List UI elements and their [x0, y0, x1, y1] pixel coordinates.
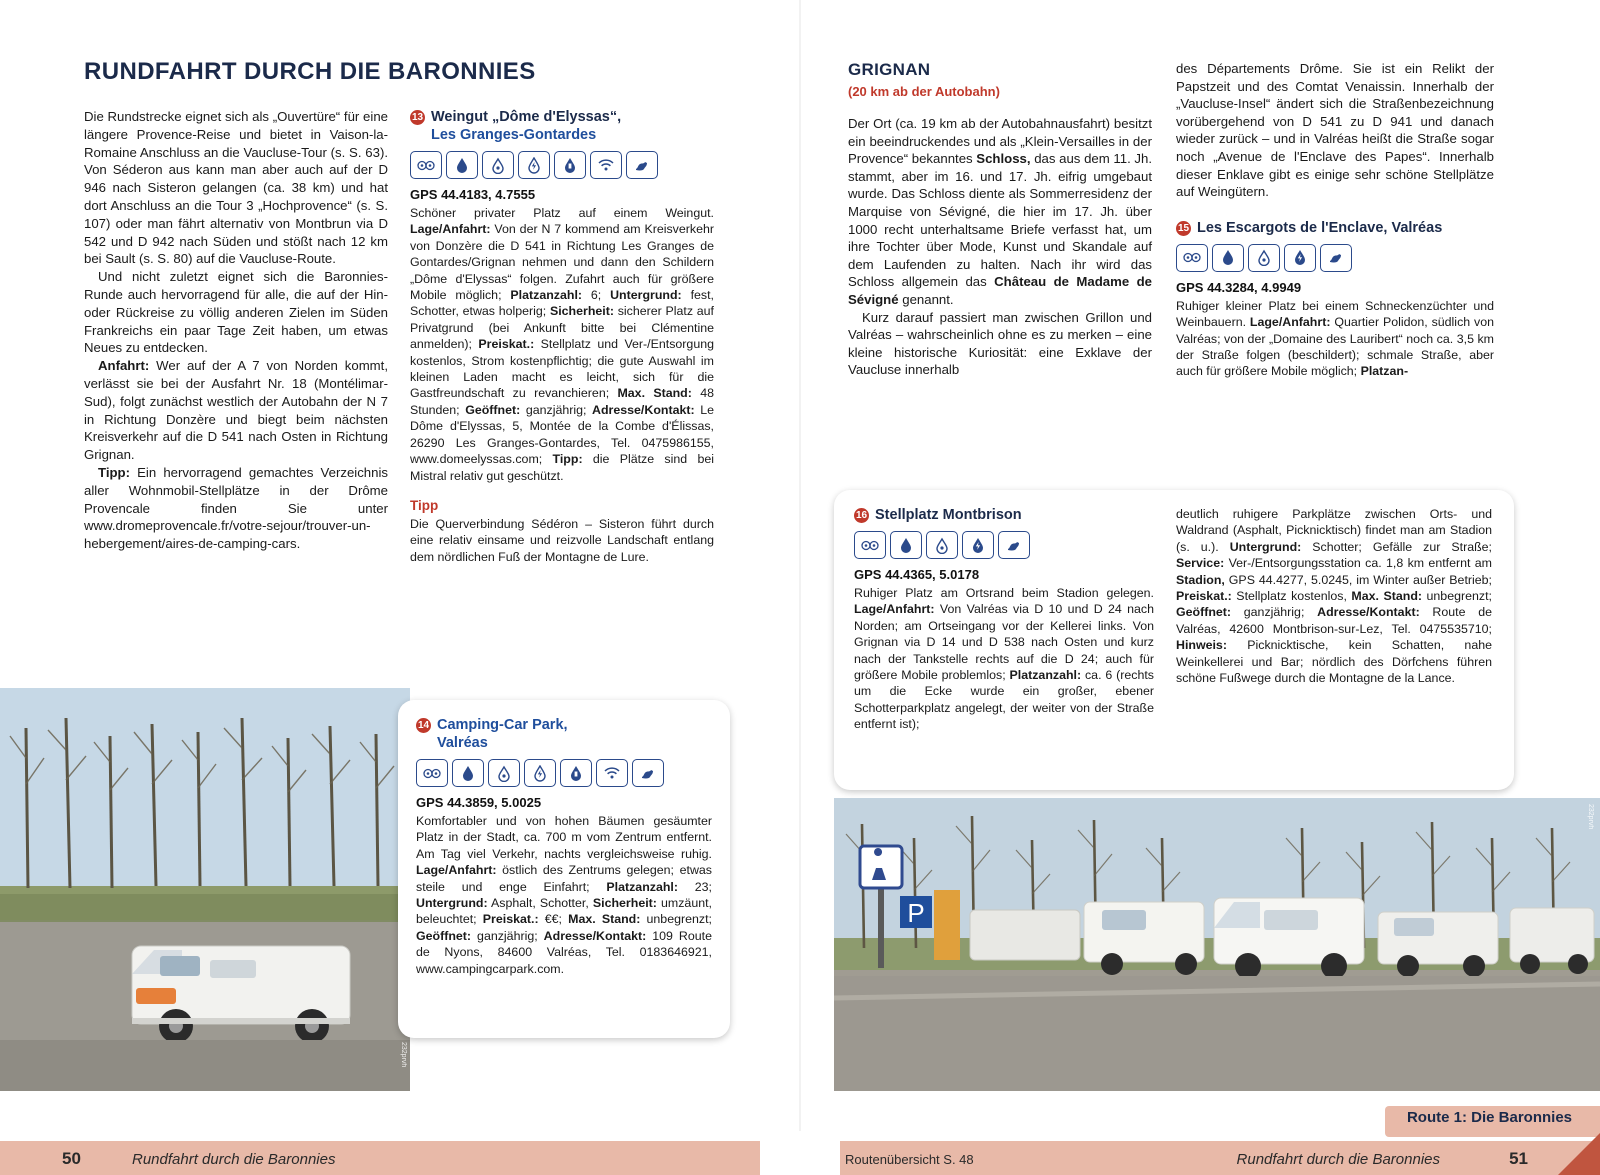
shower-icon [1248, 244, 1280, 272]
entry-13-gps: GPS 44.4183, 4.7555 [410, 187, 536, 202]
entry-16-description: Ruhiger Platz am Ortsrand beim Stadion gelegen. Lage/Anfahrt: Von Valréas via D 10 und D 24 nach Norden; am Ortseingang vor der Kellerei links. Von Grignan via D 14 und D 538 nach Osten und kurz nach der Tankstelle rechts auf die D 24; auch für größere Mobile problemlos; Platzanzahl: ca. 6 (rechts um die Ecke wurde ein großer, ebener Schotterparkplatz angelegt, der weiter von der Straße entfernt ist); [854, 586, 1154, 732]
entry-title: Stellplatz Montbrison [875, 507, 1022, 523]
water-drop-icon [446, 151, 478, 179]
toilet-icon [410, 151, 442, 179]
dog-icon [632, 759, 664, 787]
corner-marker [1558, 1133, 1600, 1175]
toilet-icon [854, 531, 886, 559]
wifi-icon [590, 151, 622, 179]
dump-icon [560, 759, 592, 787]
water-drop-icon [452, 759, 484, 787]
entry-title: Les Escargots de l'Enclave, Valréas [1197, 219, 1443, 236]
entry-14-description: Komfortabler und von hohen Bäumen gesäumter Platz in der Stadt, ca. 700 m vom Zentrum entfernt. Am Tag viel Verkehr, nachts vergleichsweise ruhig. Lage/Anfahrt: östlich des Zentrums gelegen; etwas steile und enge Einfahrt; Platzanzahl: 23; Untergrund: Asphalt, Schotter, Sicherheit: umzäunt, beleuchtet; Preiskat.: €€; Max. Stand: unbegrenzt; Geöffnet: ganzjährig; Adresse/Kontakt: 109 Route de Nyons, 84600 Valréas, Tel. 0183646921, www.campingcarpark.com. [416, 814, 712, 976]
photo-montbrison-stellplatz [834, 798, 1600, 1091]
shower-icon [482, 151, 514, 179]
entry-16-heading [854, 506, 1154, 524]
grignan-paragraph-1: Der Ort (ca. 19 km ab der Autobahnausfahrt) besitzt ein beeindruckendes und als „Klein-Versailles in der Provence“ bekanntes Schloss, das aus dem 11. Jh. stammt, aber im 16. und 17. Jh. eifrig umgebaut wurde. Das Schloss diente als Sommerresidenz der Marquise von Sévigné, die hier im 17. Jh. über 1000 recht unterhaltsame Briefe verfasst hat, um ihre Tochter über Mode, Kunst und Skandale auf dem Laufenden zu halten. Nach ihr wird das Schloss allgemein das Château de Madame de Sévigné genannt. [848, 116, 1152, 307]
entry-title-line2: Les Granges-Gontardes [431, 127, 597, 143]
entry-14-card [398, 700, 730, 1038]
grignan-subheading: (20 km ab der Autobahn) [848, 84, 1000, 99]
water-drop-icon [1212, 244, 1244, 272]
dump-icon [554, 151, 586, 179]
tip-title: Tipp [410, 497, 439, 513]
intro-paragraph-3: Anfahrt: Wer auf der A 7 von Norden kommt, verlässt sie bei der Ausfahrt Nr. 18 (Montélimar-Sud), folgt zunächst westlich der Autobahn der N 7 in Richtung Donzère und biegt beim nächsten Kreisverkehr auf die D 541 nach Osten in Richtung Grignan. [84, 358, 388, 463]
photo-credit-right: 232prvh [1587, 804, 1594, 830]
svg-text:P: P [907, 898, 925, 928]
footer-text-left: Rundfahrt durch die Baronnies [132, 1151, 336, 1168]
shower-icon [488, 759, 520, 787]
entry-16-icons [854, 531, 1154, 559]
entry-15-description: Ruhiger kleiner Platz bei einem Schneckenzüchter und Weinbauern. Lage/Anfahrt: Quartier Polidon, südlich von Valréas; von der „Domaine des Lauribert“ noch ca. 3,5 km der Straße folgen (beschildert); schmale Straße, aber auch für größere Mobile möglich; Platzan- [1176, 298, 1494, 379]
intro-paragraph-2: Und nicht zuletzt eignet sich die Baronnies-Runde auch hervorragend für alle, die auf der Hin- oder Rückreise zu völlig anderen Zielen im Süden Frankreichs ein paar Tage Zeit haben, um etwas Neues zu entdecken. [84, 269, 388, 356]
dog-icon [626, 151, 658, 179]
page-footer [0, 1109, 1600, 1175]
electricity-icon [518, 151, 550, 179]
entry-13-column [410, 108, 714, 565]
electricity-icon [962, 531, 994, 559]
dog-icon [1320, 244, 1352, 272]
electricity-icon [524, 759, 556, 787]
grignan-paragraph-2-continued: des Départements Drôme. Sie ist ein Relikt der Papstzeit und des Comtat Venaissin. Innerhalb der „Vaucluse-Insel“ ändert sich die Straßenbezeichnung vorübergehend von D 541 zu D 941 und danach wieder zurück – und in Valréas heißt die Straße sogar noch „Avenue de l'Enclave des Papes“. Innerhalb dieser Enklave gibt es einige sehr schöne Stellplätze auf Weingütern. [1176, 61, 1494, 200]
photo-credit-left: 232prvh [400, 1041, 407, 1067]
entry-number-badge: 14 [417, 720, 430, 731]
entry-number-badge: 16 [855, 510, 868, 521]
tip-text: Die Querverbindung Sédéron – Sisteron führt durch eine relativ einsame und reizvolle Landschaft entlang dem nördlichen Fuß der Montagne de Lure. [410, 516, 714, 564]
entry-13-heading [410, 108, 714, 144]
intro-paragraph-1: Die Rundstrecke eignet sich als „Ouvertüre“ für eine längere Provence-Reise und bietet in Vaison-la-Romaine Anschluss an die Vaucluse-Tour (s. S. 63). Von Séderon aus kann man aber auch auf der D 946 nach Sisteron gelangen (ca. 38 km) und hat dort Anschluss an die Tour 3 „Hochprovence“ (s. S. 107) oder man fährt alternativ von Montbrun via D 542 und D 942 nach Süden und stößt nach 12 km bei Sault (s. S. 80) auf die Vaucluse-Route. [84, 109, 388, 267]
entry-number-badge: 13 [411, 112, 424, 123]
entry-15-heading [1176, 219, 1494, 237]
entry-14-heading [416, 716, 712, 752]
grignan-paragraph-2: Kurz darauf passiert man zwischen Grillon und Valréas – wahrscheinlich ohne es zu merken – eine kleine historische Kuriosität: eine Exklave der Vaucluse innerhalb [848, 309, 1152, 378]
entry-15-gps: GPS 44.3284, 4.9949 [1176, 279, 1302, 295]
enclave-and-entry-15-column [1176, 60, 1494, 380]
intro-text-column [84, 108, 388, 553]
toilet-icon [416, 759, 448, 787]
entry-15-icons [1176, 244, 1494, 272]
entry-title-line2: Valréas [437, 735, 488, 751]
entry-title [437, 716, 568, 752]
intro-paragraph-4: Tipp: Ein hervorragend gemachtes Verzeichnis aller Wohnmobil-Stellplätze in der Drôme Provencale finden Sie unter www.dromeprovencale.fr/votre-sejour/trouver-un-hebergement/aires-de-camping-cars. [84, 464, 388, 552]
toilet-icon [1176, 244, 1208, 272]
footer-text-middle: Routenübersicht S. 48 [845, 1152, 974, 1167]
page-title: RUNDFAHRT DURCH DIE BARONNIES [84, 58, 536, 85]
shower-icon [926, 531, 958, 559]
photo-valreas-camping [0, 688, 410, 1091]
route-tab: Route 1: Die Baronnies [1385, 1106, 1600, 1137]
page-number-left: 50 [62, 1149, 81, 1168]
entry-title [431, 108, 621, 144]
entry-14-gps: GPS 44.3859, 5.0025 [416, 795, 542, 810]
grignan-heading: GRIGNAN [848, 60, 931, 79]
dog-icon [998, 531, 1030, 559]
entry-title-line1: Weingut „Dôme d'Elyssas“, [431, 109, 622, 125]
page-number-right: 51 [1509, 1149, 1528, 1168]
footer-bar-left [0, 1141, 760, 1175]
wifi-icon [596, 759, 628, 787]
entry-16-gps: GPS 44.4365, 5.0178 [854, 567, 980, 582]
electricity-icon [1284, 244, 1316, 272]
entry-13-description: Schöner privater Platz auf einem Weingut. Lage/Anfahrt: Von der N 7 kommend am Kreisverkehr von Donzère die D 541 in Richtung Les Granges de Gontardes/Grignan nehmen und dann den Schildern „Dôme d'Elyssas“ folgen. Zufahrt auch für größere Mobile möglich; Platzanzahl: 6; Untergrund: fest, Schotter, etwas holperig; Sicherheit: sicherer Platz auf Privatgrund (bei Ankunft bitte bei Clémentine anmelden); Preiskat.: Stellplatz und Ver-/Entsorgung kostenlos, Strom kostenpflichtig; die gute Auswahl im kleinen Laden macht es leicht, sich für die Gastfreundschaft zu revanchieren; Max. Stand: 48 Stunden; Geöffnet: ganzjährig; Adresse/Kontakt: Le Dôme d'Elyssas, 5, Montée de la Combe d'Élissas, 26290 Les Granges-Gontardes, Tel. 0475986155, www.domeelyssas.com; Tipp: die Plätze sind bei Mistral relativ gut geschützt. [410, 206, 714, 483]
entry-13-icons [410, 151, 714, 179]
entry-16-description-continued: deutlich ruhigere Parkplätze zwischen Orts- und Waldrand (Asphalt, Picknicktisch) findet man am Stadion (s. u.). Untergrund: Schotter; Gefälle zur Straße; Service: Ver-/Entsorgungsstation ca. 1,8 km entfernt am Stadion, GPS 44.4277, 5.0245, im Winter außer Betrieb; Preiskat.: Stellplatz kostenlos, Max. Stand: unbegrenzt; Geöffnet: ganzjährig; Adresse/Kontakt: Route de Valréas, 42600 Montbrison-sur-Lez, Tel. 0475535710; Hinweis: Picknicktische, kein Schatten, nahe Weinkellerei und Bar; nördlich des Dörfchens führen schöne Fußwege durch die Montagne de la Lance. [1176, 507, 1492, 686]
entry-14-icons [416, 759, 712, 787]
entry-title-line1: Camping-Car Park, [437, 717, 568, 733]
entry-number-badge: 15 [1177, 222, 1190, 234]
page-gutter [799, 0, 801, 1131]
footer-text-right: Rundfahrt durch die Baronnies [1236, 1151, 1440, 1168]
entry-16-card [834, 490, 1514, 790]
water-drop-icon [890, 531, 922, 559]
grignan-column [848, 60, 1152, 379]
